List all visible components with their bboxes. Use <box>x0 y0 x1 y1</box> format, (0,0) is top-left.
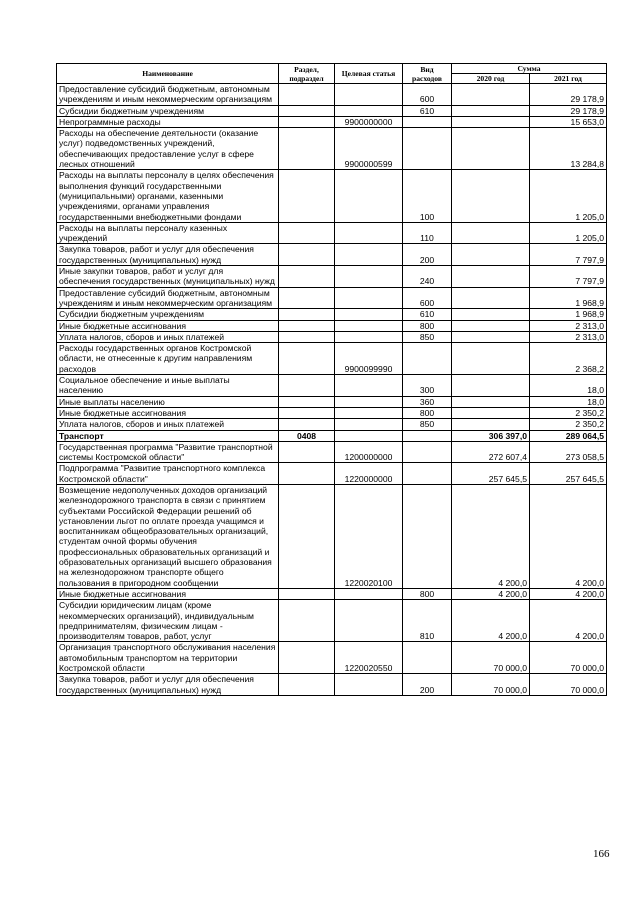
row-name: Иные закупки товаров, работ и услуг для обеспечения государственных (муниципальных) нужд <box>57 266 279 288</box>
row-name: Субсидии бюджетным учреждениям <box>57 105 279 116</box>
row-amount-2021: 15 653,0 <box>530 116 607 127</box>
row-amount-2021: 13 284,8 <box>530 128 607 170</box>
row-name: Транспорт <box>57 430 279 441</box>
row-name: Закупка товаров, работ и услуг для обеспечения государственных (муниципальных) нужд <box>57 244 279 266</box>
table-row <box>57 287 607 309</box>
row-amount-2021: 2 313,0 <box>530 331 607 342</box>
row-expense-type: 850 <box>403 419 452 430</box>
row-amount-2021: 273 058,5 <box>530 441 607 463</box>
row-target-code: 9900000000 <box>335 116 403 127</box>
row-amount-2020: 70 000,0 <box>452 642 530 674</box>
row-amount-2020: 257 645,5 <box>452 463 530 485</box>
table-row <box>57 407 607 418</box>
row-expense-type: 800 <box>403 588 452 599</box>
row-target-code <box>335 396 403 407</box>
row-expense-type: 600 <box>403 84 452 106</box>
row-amount-2020 <box>452 116 530 127</box>
row-target-code <box>335 375 403 397</box>
row-amount-2021: 4 200,0 <box>530 588 607 599</box>
row-section <box>279 170 335 222</box>
row-amount-2020 <box>452 170 530 222</box>
row-name: Иные выплаты населению <box>57 396 279 407</box>
table-row <box>57 128 607 170</box>
row-amount-2020: 4 200,0 <box>452 588 530 599</box>
row-target-code <box>335 419 403 430</box>
row-expense-type <box>403 343 452 375</box>
row-section <box>279 600 335 642</box>
row-section <box>279 396 335 407</box>
row-name: Расходы на обеспечение деятельности (оказание услуг) подведомственных учреждений, обеспечивающих предоставление услуг в сфере лесных отношений <box>57 128 279 170</box>
row-amount-2021: 2 313,0 <box>530 320 607 331</box>
row-name: Субсидии бюджетным учреждениям <box>57 309 279 320</box>
row-amount-2021: 1 205,0 <box>530 170 607 222</box>
row-name: Иные бюджетные ассигнования <box>57 320 279 331</box>
row-expense-type: 300 <box>403 375 452 397</box>
row-amount-2021: 70 000,0 <box>530 674 607 696</box>
row-target-code: 9900099990 <box>335 343 403 375</box>
row-amount-2021: 257 645,5 <box>530 463 607 485</box>
row-amount-2021: 29 178,9 <box>530 105 607 116</box>
row-section <box>279 588 335 599</box>
row-name: Расходы на выплаты персоналу казенных учреждений <box>57 222 279 244</box>
row-expense-type: 850 <box>403 331 452 342</box>
row-expense-type: 100 <box>403 170 452 222</box>
row-expense-type: 610 <box>403 309 452 320</box>
row-amount-2020 <box>452 407 530 418</box>
row-target-code <box>335 320 403 331</box>
header-target: Целевая статья <box>335 64 403 84</box>
row-amount-2021: 18,0 <box>530 396 607 407</box>
row-target-code <box>335 331 403 342</box>
table-row <box>57 266 607 288</box>
row-section <box>279 375 335 397</box>
table-row <box>57 343 607 375</box>
row-amount-2020 <box>452 222 530 244</box>
table-row <box>57 642 607 674</box>
row-expense-type: 800 <box>403 320 452 331</box>
row-name: Предоставление субсидий бюджетным, автономным учреждениям и иным некоммерческим организациям <box>57 84 279 106</box>
row-section <box>279 419 335 430</box>
row-amount-2020 <box>452 320 530 331</box>
table-row <box>57 396 607 407</box>
row-amount-2021: 2 350,2 <box>530 419 607 430</box>
row-section <box>279 320 335 331</box>
row-section <box>279 266 335 288</box>
row-section <box>279 287 335 309</box>
row-amount-2020 <box>452 105 530 116</box>
table-row <box>57 244 607 266</box>
row-expense-type: 200 <box>403 674 452 696</box>
row-amount-2020: 4 200,0 <box>452 600 530 642</box>
table-row <box>57 222 607 244</box>
budget-table <box>56 63 607 696</box>
row-amount-2020 <box>452 375 530 397</box>
row-expense-type: 110 <box>403 222 452 244</box>
header-year-2020: 2020 год <box>452 74 530 84</box>
row-expense-type <box>403 642 452 674</box>
row-section <box>279 674 335 696</box>
row-target-code: 9900000599 <box>335 128 403 170</box>
row-amount-2021: 4 200,0 <box>530 600 607 642</box>
row-section <box>279 244 335 266</box>
row-expense-type <box>403 128 452 170</box>
row-name: Закупка товаров, работ и услуг для обеспечения государственных (муниципальных) нужд <box>57 674 279 696</box>
row-target-code <box>335 222 403 244</box>
row-name: Расходы государственных органов Костромской области, не отнесенные к другим направлениям расходов <box>57 343 279 375</box>
row-expense-type <box>403 430 452 441</box>
row-section <box>279 463 335 485</box>
row-amount-2021: 289 064,5 <box>530 430 607 441</box>
row-name: Подпрограмма "Развитие транспортного комплекса Костромской области" <box>57 463 279 485</box>
row-amount-2020 <box>452 396 530 407</box>
table-row <box>57 170 607 222</box>
row-target-code <box>335 170 403 222</box>
table-row <box>57 105 607 116</box>
row-target-code: 1220020550 <box>335 642 403 674</box>
row-name: Уплата налогов, сборов и иных платежей <box>57 419 279 430</box>
table-row <box>57 116 607 127</box>
row-amount-2020: 306 397,0 <box>452 430 530 441</box>
row-amount-2021: 2 350,2 <box>530 407 607 418</box>
row-amount-2021: 2 368,2 <box>530 343 607 375</box>
row-target-code <box>335 84 403 106</box>
row-target-code <box>335 674 403 696</box>
table-row <box>57 463 607 485</box>
row-amount-2021: 18,0 <box>530 375 607 397</box>
row-expense-type: 360 <box>403 396 452 407</box>
table-row <box>57 309 607 320</box>
row-name: Субсидии юридическим лицам (кроме некоммерческих организаций), индивидуальным предпринимателям, физическим лицам - производителям товаров, работ, услуг <box>57 600 279 642</box>
row-amount-2021: 7 797,9 <box>530 244 607 266</box>
header-year-2021: 2021 год <box>530 74 607 84</box>
row-name: Иные бюджетные ассигнования <box>57 407 279 418</box>
row-amount-2021: 7 797,9 <box>530 266 607 288</box>
row-expense-type: 810 <box>403 600 452 642</box>
row-amount-2021: 4 200,0 <box>530 484 607 588</box>
table-row <box>57 375 607 397</box>
row-section <box>279 441 335 463</box>
row-expense-type: 240 <box>403 266 452 288</box>
row-section <box>279 309 335 320</box>
row-section <box>279 128 335 170</box>
header-sum: Сумма <box>452 64 607 74</box>
row-amount-2020: 70 000,0 <box>452 674 530 696</box>
row-amount-2020 <box>452 331 530 342</box>
row-section <box>279 105 335 116</box>
header-type: Вид расходов <box>403 64 452 84</box>
row-section <box>279 343 335 375</box>
row-name: Уплата налогов, сборов и иных платежей <box>57 331 279 342</box>
table-row <box>57 600 607 642</box>
table-row <box>57 588 607 599</box>
row-amount-2021: 1 968,9 <box>530 309 607 320</box>
row-section: 0408 <box>279 430 335 441</box>
row-section <box>279 116 335 127</box>
row-name: Предоставление субсидий бюджетным, автономным учреждениям и иным некоммерческим организациям <box>57 287 279 309</box>
row-amount-2021: 29 178,9 <box>530 84 607 106</box>
row-expense-type: 610 <box>403 105 452 116</box>
table-row <box>57 430 607 441</box>
header-name: Наименование <box>57 64 279 84</box>
table-row <box>57 331 607 342</box>
row-amount-2020 <box>452 244 530 266</box>
row-target-code: 1200000000 <box>335 441 403 463</box>
page-number: 166 <box>593 848 610 860</box>
row-amount-2020 <box>452 266 530 288</box>
table-row <box>57 419 607 430</box>
row-target-code <box>335 105 403 116</box>
row-amount-2020 <box>452 84 530 106</box>
row-section <box>279 484 335 588</box>
table-body <box>57 84 607 696</box>
table-row <box>57 441 607 463</box>
row-expense-type: 600 <box>403 287 452 309</box>
row-expense-type: 800 <box>403 407 452 418</box>
row-target-code <box>335 588 403 599</box>
row-target-code <box>335 600 403 642</box>
row-target-code <box>335 266 403 288</box>
row-name: Непрограммные расходы <box>57 116 279 127</box>
row-section <box>279 642 335 674</box>
row-amount-2021: 70 000,0 <box>530 642 607 674</box>
row-expense-type: 200 <box>403 244 452 266</box>
row-amount-2021: 1 205,0 <box>530 222 607 244</box>
row-amount-2020 <box>452 128 530 170</box>
row-name: Государственная программа "Развитие транспортной системы Костромской области" <box>57 441 279 463</box>
row-amount-2020 <box>452 419 530 430</box>
row-expense-type <box>403 463 452 485</box>
row-amount-2021: 1 968,9 <box>530 287 607 309</box>
row-target-code <box>335 309 403 320</box>
row-target-code <box>335 287 403 309</box>
row-amount-2020 <box>452 309 530 320</box>
table-row <box>57 484 607 588</box>
row-section <box>279 331 335 342</box>
row-target-code <box>335 430 403 441</box>
row-amount-2020 <box>452 343 530 375</box>
row-section <box>279 407 335 418</box>
row-name: Расходы на выплаты персоналу в целях обеспечения выполнения функций государственными (муниципальными) органами, казенными учреждениями, органами управления государственными внебюджетными фондами <box>57 170 279 222</box>
row-target-code: 1220000000 <box>335 463 403 485</box>
row-expense-type <box>403 441 452 463</box>
row-name: Организация транспортного обслуживания населения автомобильным транспортом на территории Костромской области <box>57 642 279 674</box>
row-section <box>279 222 335 244</box>
row-name: Иные бюджетные ассигнования <box>57 588 279 599</box>
table-row <box>57 320 607 331</box>
row-section <box>279 84 335 106</box>
table-row <box>57 84 607 106</box>
row-amount-2020: 272 607,4 <box>452 441 530 463</box>
row-expense-type <box>403 484 452 588</box>
row-name: Возмещение недополученных доходов организаций железнодорожного транспорта в связи с принятием субъектами Российской Федерации решений об установлении льгот по оплате проезда учащимся и воспитанникам общеобразовательных организаций, студентам очной формы обучения профессиональных образовательных организаций и образовательных организаций высшего образования на железнодорожном транспорте общего пользования в пригородном сообщении <box>57 484 279 588</box>
row-name: Социальное обеспечение и иные выплаты населению <box>57 375 279 397</box>
row-amount-2020 <box>452 287 530 309</box>
row-target-code <box>335 407 403 418</box>
header-section: Раздел, подраздел <box>279 64 335 84</box>
row-expense-type <box>403 116 452 127</box>
row-target-code <box>335 244 403 266</box>
row-amount-2020: 4 200,0 <box>452 484 530 588</box>
row-target-code: 1220020100 <box>335 484 403 588</box>
table-row <box>57 674 607 696</box>
